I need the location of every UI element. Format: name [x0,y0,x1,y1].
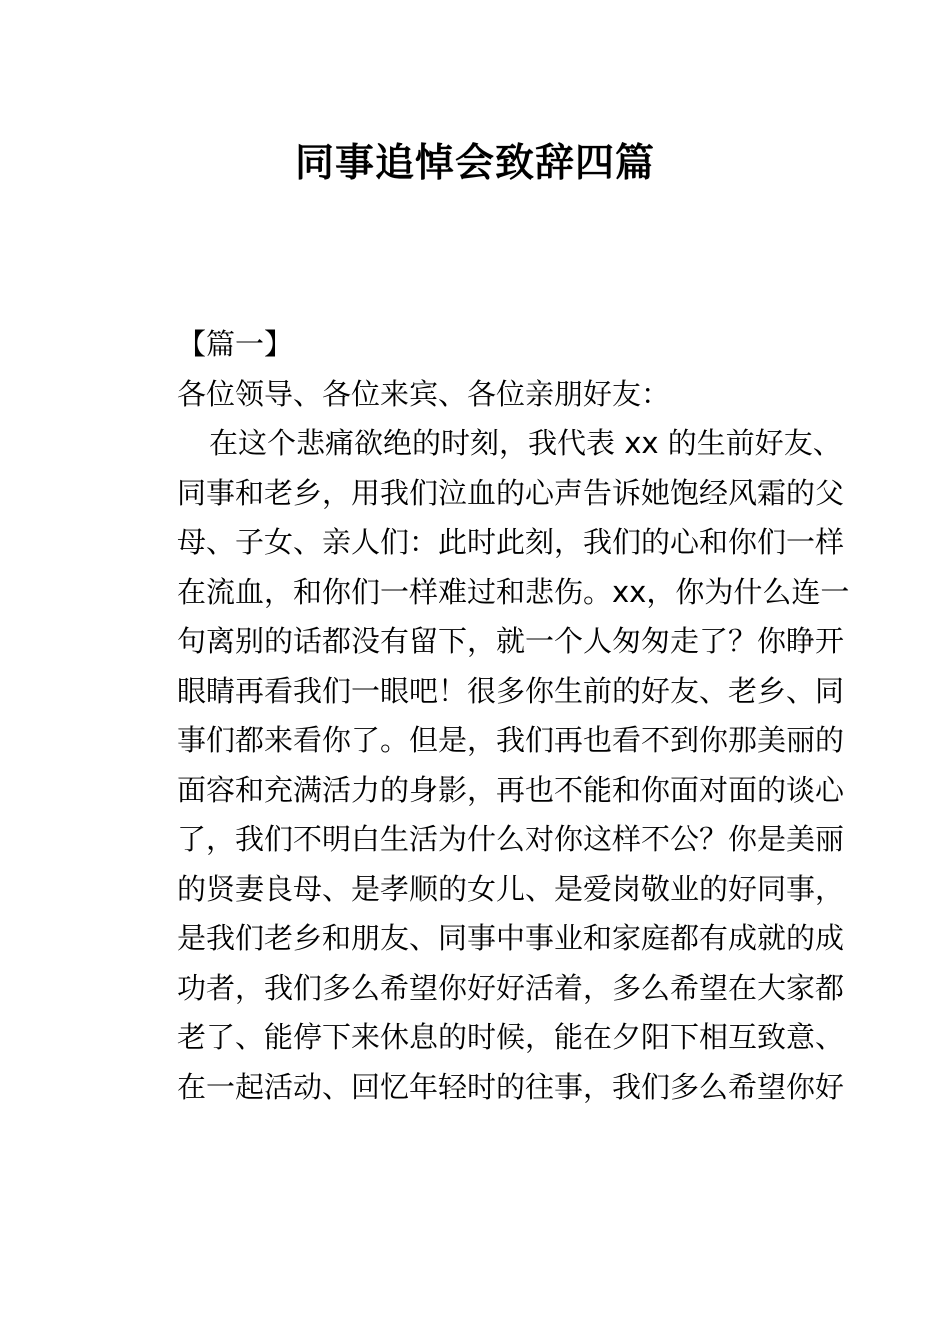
paragraph-line: 的贤妻良母、是孝顺的女儿、是爱岗敬业的好同事， [177,871,845,906]
paragraph-line: 在流血，和你们一样难过和悲伤。xx，你为什么连一 [177,574,850,609]
document-title: 同事追悼会致辞四篇 [294,141,655,186]
paragraph-line: 在这个悲痛欲绝的时刻，我代表 xx 的生前好友、 [209,426,842,460]
paragraph-line: 面容和充满活力的身影，再也不能和你面对面的谈心 [177,772,845,807]
paragraph-line: 事们都来看你了。但是，我们再也看不到你那美丽的 [177,723,845,757]
paragraph-line: 同事和老乡，用我们泣血的心声告诉她饱经风霜的父 [177,475,845,510]
paragraph-line: 句离别的话都没有留下，就一个人匆匆走了？你睁开 [177,624,845,658]
paragraph-line: 母、子女、亲人们：此时此刻，我们的心和你们一样 [177,525,845,559]
paragraph [145,419,850,1112]
salutation: 各位领导、各位来宾、各位亲朋好友： [177,376,671,411]
paragraph-line: 功者，我们多么希望你好好活着，多么希望在大家都 [177,970,845,1005]
paragraph-line: 在一起活动、回忆年轻时的往事，我们多么希望你好 [177,1069,845,1104]
paragraph-line: 了，我们不明白生活为什么对你这样不公？你是美丽 [177,822,845,856]
paragraph-line: 眼睛再看我们一眼吧！很多你生前的好友、老乡、同 [177,673,845,708]
paragraph-line: 是我们老乡和朋友、同事中事业和家庭都有成就的成 [177,921,845,955]
section-heading: 【篇一】 [177,327,294,361]
paragraph-line: 老了、能停下来休息的时候，能在夕阳下相互致意、 [177,1020,845,1054]
document-body [145,320,850,1112]
